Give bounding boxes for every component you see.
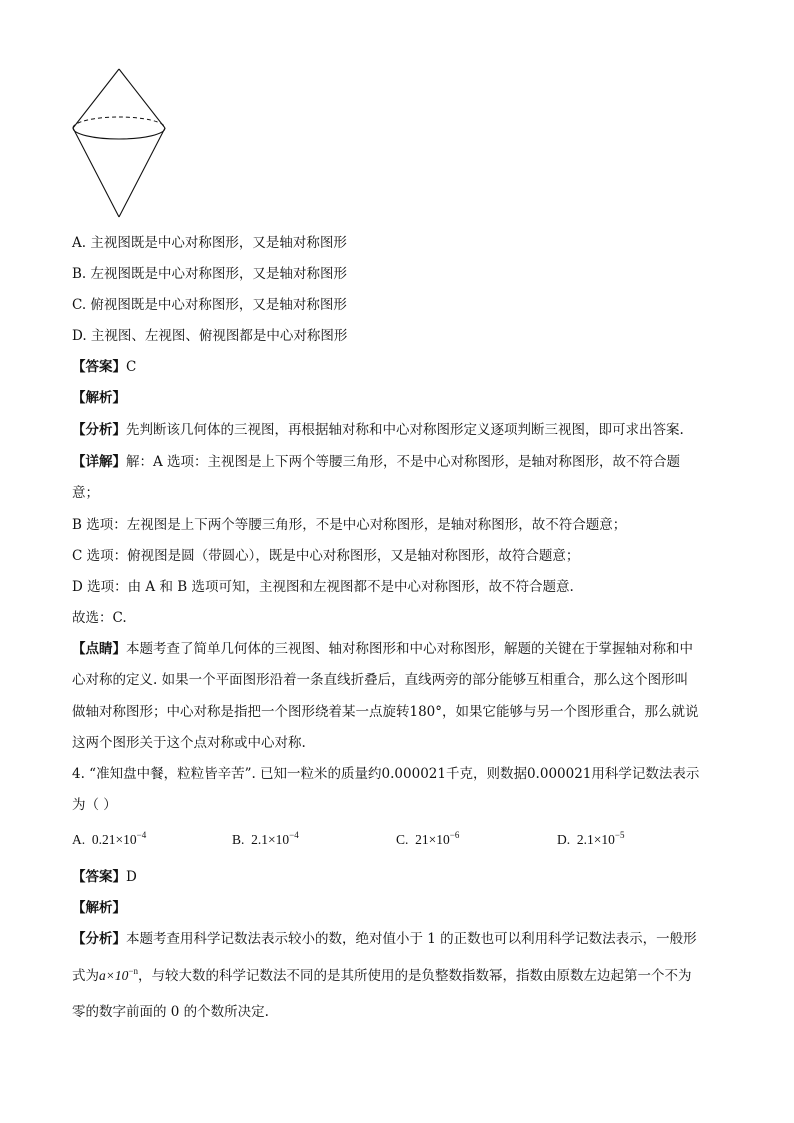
q4-option-d-coef: 2.1×10 bbox=[576, 832, 615, 847]
q4-option-d-exp: −5 bbox=[614, 830, 625, 840]
comment-q3-line3: 做轴对称图形；中心对称是指把一个图形绕着某一点旋转180°，如果它能够与另一个图形重合，那么就说 bbox=[72, 704, 699, 720]
cone-lower-right-edge bbox=[119, 128, 165, 217]
detail-label: 【详解】 bbox=[72, 454, 126, 470]
comment-label: 【点睛】 bbox=[72, 641, 126, 657]
answer-label: 【答案】 bbox=[72, 359, 126, 375]
q4-option-c bbox=[396, 830, 459, 850]
cone-lower-left-edge bbox=[73, 128, 119, 217]
detail-q3-line1 bbox=[72, 452, 680, 472]
q4-option-b-coef: 2.1×10 bbox=[251, 832, 290, 847]
question4-line1: 4. “准知盘中餐，粒粒皆辛苦”. 已知一粒米的质量约0.000021千克，则数据0.000021用科学记数法表示 bbox=[72, 766, 700, 782]
option-c: C. 俯视图既是中心对称图形，又是轴对称图形 bbox=[72, 297, 347, 313]
q4-option-c-exp: −6 bbox=[449, 830, 460, 840]
detail-q3-line3: C 选项：俯视图是圆（带圆心），既是中心对称图形，又是轴对称图形，故符合题意； bbox=[72, 548, 580, 564]
analysis-q3 bbox=[72, 420, 684, 440]
formula-exp: −n bbox=[128, 966, 138, 976]
q4-option-d bbox=[557, 830, 624, 850]
detail-q3-line1-cont: 意； bbox=[72, 485, 99, 501]
option-b: B. 左视图既是中心对称图形，又是轴对称图形 bbox=[72, 266, 348, 282]
formula-base: a×10 bbox=[99, 968, 129, 983]
answer-q4-label: 【答案】 bbox=[72, 869, 126, 885]
analysis-q4-line2 bbox=[72, 966, 691, 986]
analysis-text: 先判断该几何体的三视图，再根据轴对称和中心对称图形定义逐项判断三视图，即可求出答案. bbox=[126, 422, 684, 438]
analysis-q4-pre: 式为 bbox=[72, 968, 99, 984]
q4-option-c-coef: 21×10 bbox=[415, 832, 450, 847]
analysis-q4-line1 bbox=[72, 929, 697, 949]
comment-text-1: 本题考查了简单几何体的三视图、轴对称图形和中心对称图形，解题的关键在于掌握轴对称和中 bbox=[126, 641, 693, 657]
cone-base-back-arc bbox=[73, 117, 165, 128]
comment-q3-line1 bbox=[72, 639, 693, 659]
cone-base-front-arc bbox=[73, 128, 165, 139]
comment-q3-line4: 这两个图形关于这个点对称或中心对称. bbox=[72, 735, 306, 751]
answer-q4 bbox=[72, 867, 137, 887]
answer-q3 bbox=[72, 357, 136, 377]
analysis-q4-post: ，与较大数的科学记数法不同的是其所使用的是负整数指数幂，指数由原数左边起第一个不为 bbox=[137, 968, 692, 984]
detail-q3-line2: B 选项：左视图是上下两个等腰三角形，不是中心对称图形，是轴对称图形，故不符合题意； bbox=[72, 517, 627, 533]
q4-option-b bbox=[232, 830, 299, 850]
analysis-label: 【分析】 bbox=[72, 422, 126, 438]
q4-option-d-label: D. bbox=[557, 832, 571, 847]
option-d: D. 主视图、左视图、俯视图都是中心对称图形 bbox=[72, 328, 348, 344]
jiexi-q4-heading: 【解析】 bbox=[72, 900, 126, 916]
q4-option-a-exp: −4 bbox=[136, 830, 147, 840]
q4-option-a-label: A. bbox=[72, 832, 86, 847]
question4-line2: 为（ ） bbox=[72, 797, 117, 813]
analysis-q4-label: 【分析】 bbox=[72, 931, 126, 947]
answer-value: C bbox=[126, 359, 137, 375]
answer-q4-value: D bbox=[126, 869, 137, 885]
q4-option-a-coef: 0.21×10 bbox=[91, 832, 137, 847]
detail-q3-line4: D 选项：由 A 和 B 选项可知，主视图和左视图都不是中心对称图形，故不符合题意. bbox=[72, 579, 574, 595]
cone-upper-left-edge bbox=[73, 69, 119, 128]
cone-upper-right-edge bbox=[119, 69, 165, 128]
q4-option-c-label: C. bbox=[396, 832, 409, 847]
detail-q3-line5: 故选：C. bbox=[72, 610, 127, 626]
option-a: A. 主视图既是中心对称图形，又是轴对称图形 bbox=[72, 235, 347, 251]
jiexi-heading: 【解析】 bbox=[72, 390, 126, 406]
double-cone-figure bbox=[70, 66, 170, 221]
q4-option-b-label: B. bbox=[232, 832, 245, 847]
analysis-q4-text-1: 本题考查用科学记数法表示较小的数，绝对值小于 1 的正数也可以利用科学记数法表示，一般形 bbox=[126, 931, 697, 947]
comment-q3-line2: 心对称的定义. 如果一个平面图形沿着一条直线折叠后，直线两旁的部分能够互相重合，那么这个图形叫 bbox=[72, 672, 689, 688]
analysis-q4-line3: 零的数字前面的 0 的个数所决定. bbox=[72, 1004, 269, 1020]
q4-option-b-exp: −4 bbox=[289, 830, 299, 840]
q4-option-a bbox=[72, 830, 146, 850]
detail-text-1: 解：A 选项：主视图是上下两个等腰三角形，不是中心对称图形，是轴对称图形，故不符合题 bbox=[126, 454, 681, 470]
